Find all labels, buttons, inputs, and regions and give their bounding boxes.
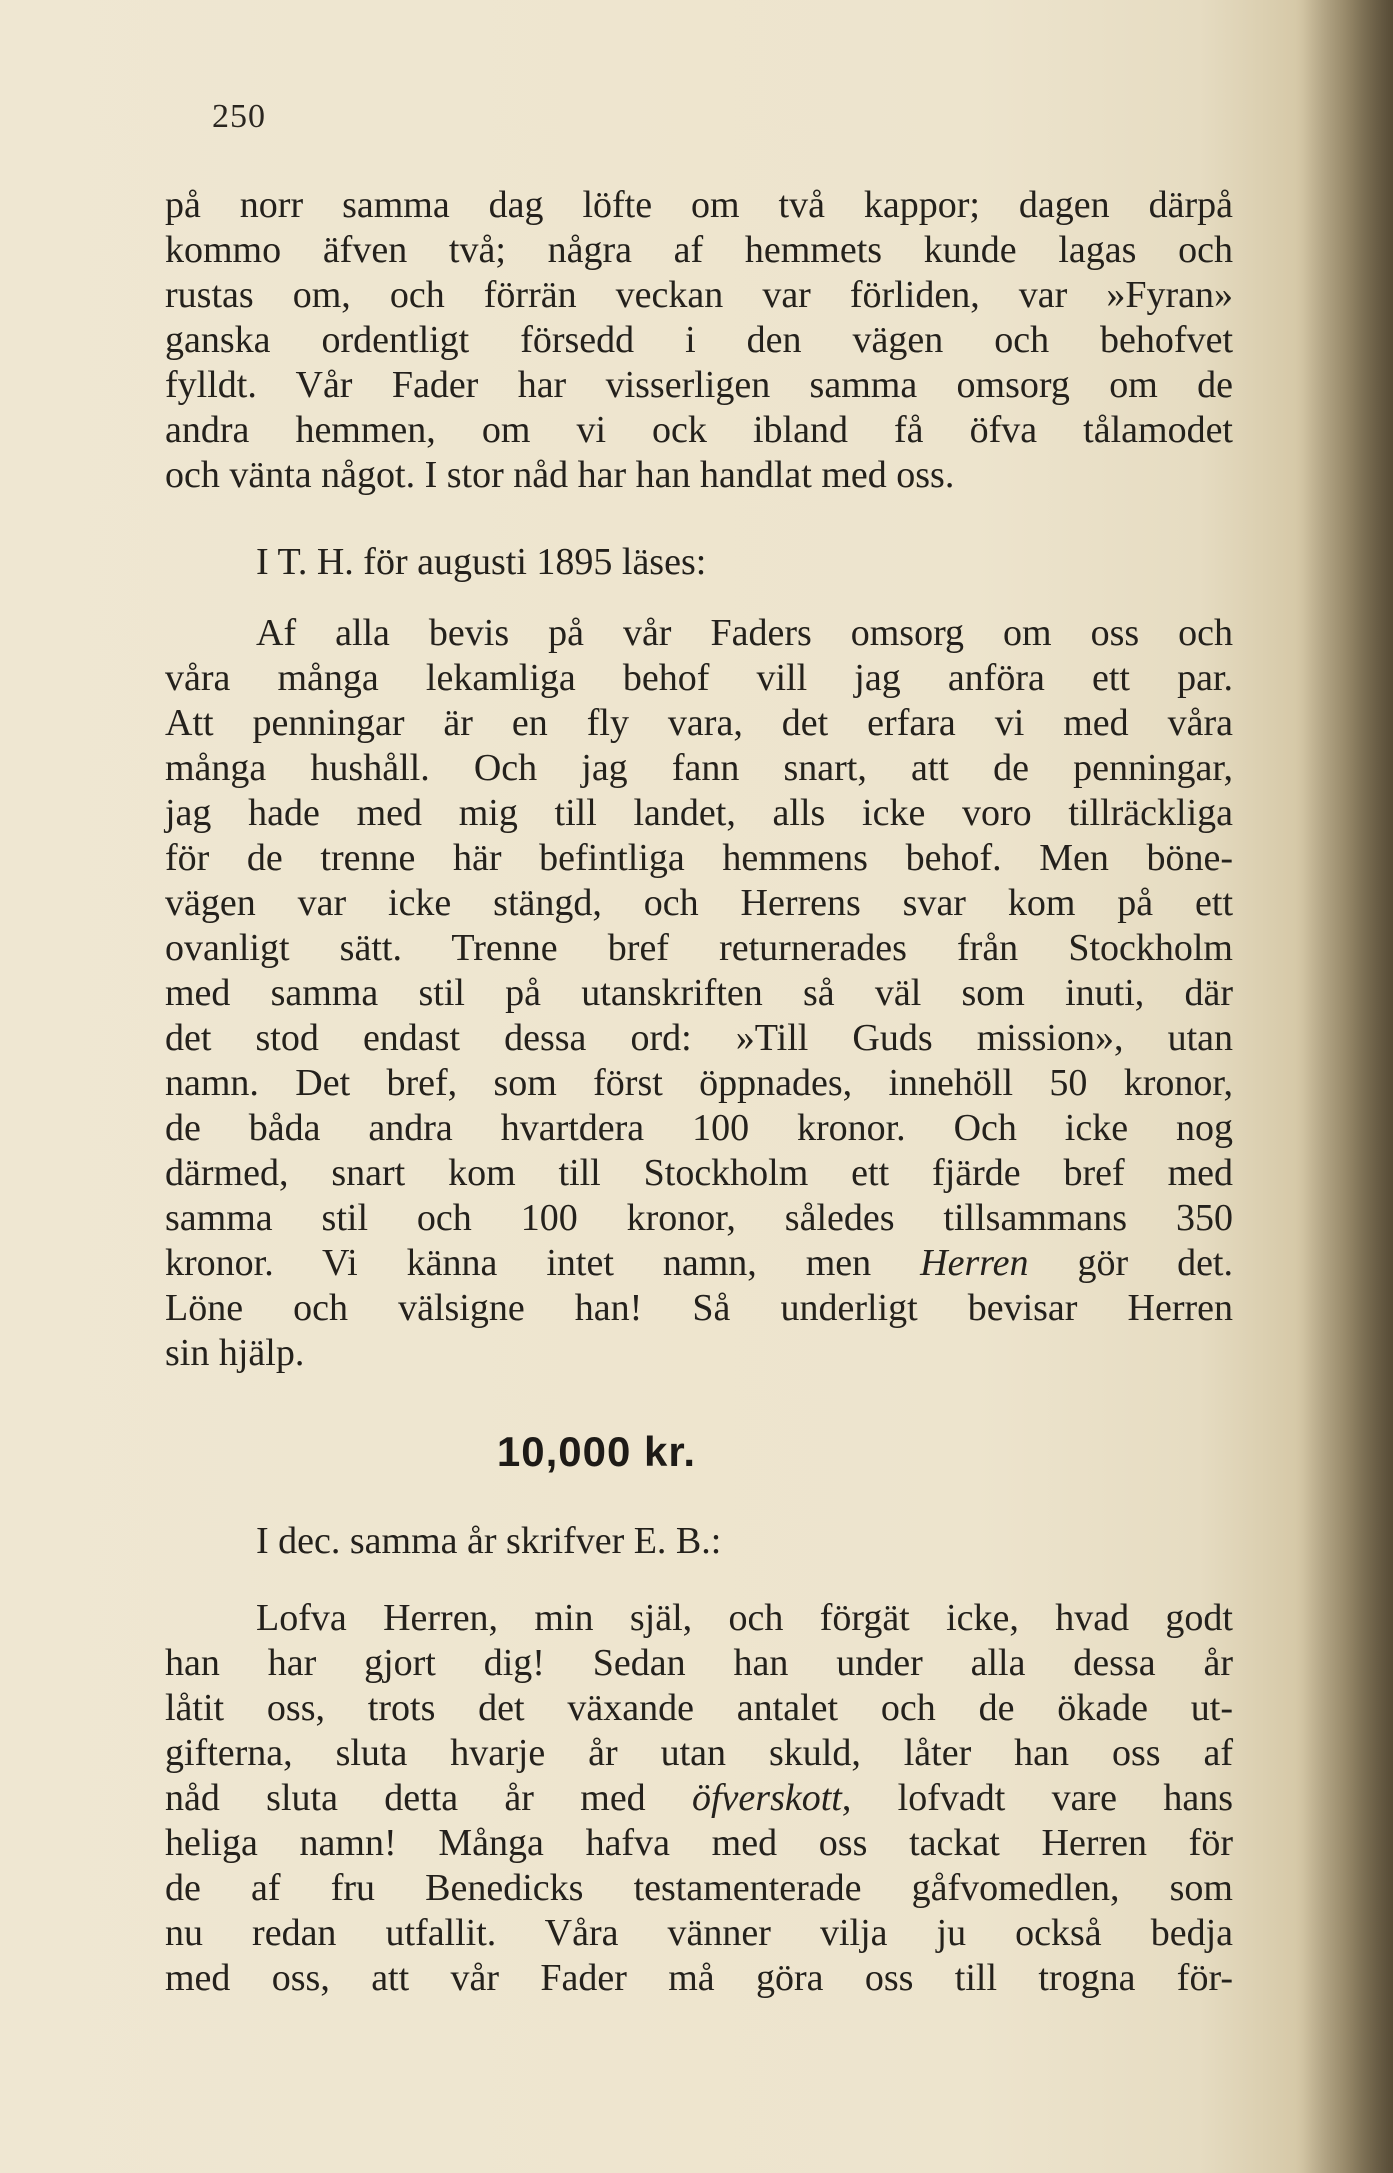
text-segment: nåd sluta detta år med (165, 1777, 692, 1819)
text-line: han har gjort dig! Sedan han under alla dessa år (165, 1642, 1233, 1684)
text-line: Lofva Herren, min själ, och förgät icke, hvad godt (256, 1597, 1233, 1639)
text-line: därmed, snart kom till Stockholm ett fjärde bref med (165, 1152, 1233, 1194)
paragraph-2 (165, 611, 1233, 1376)
section-intro-2: I dec. samma år skrifver E. B.: (256, 1520, 722, 1562)
text-line: många hushåll. Och jag fann snart, att de penningar, (165, 747, 1233, 789)
italic-word: öfverskott (692, 1777, 842, 1819)
text-line: med samma stil på utanskriften så väl som inuti, där (165, 972, 1233, 1014)
paragraph-3 (165, 1596, 1233, 2001)
text-line: Löne och välsigne han! Så underligt bevisar Herren (165, 1287, 1233, 1329)
text-line: ovanligt sätt. Trenne bref returnerades från Stockholm (165, 927, 1233, 969)
text-line: Att penningar är en fly vara, det erfara vi med våra (165, 702, 1233, 744)
text-line: våra många lekamliga behof vill jag anföra ett par. (165, 657, 1233, 699)
text-line: samma stil och 100 kronor, således tillsammans 350 (165, 1197, 1233, 1239)
page-edge-shadow (1303, 0, 1393, 2173)
text-line (165, 1776, 1233, 1821)
text-line: för de trenne här befintliga hemmens behof. Men böne- (165, 837, 1233, 879)
text-line: låtit oss, trots det växande antalet och de ökade ut- (165, 1687, 1233, 1729)
text-line: vägen var icke stängd, och Herrens svar kom på ett (165, 882, 1233, 924)
text-line: gifterna, sluta hvarje år utan skuld, låter han oss af (165, 1732, 1233, 1774)
text-line: rustas om, och förrän veckan var förliden, var »Fyran» (165, 274, 1233, 316)
text-line: namn. Det bref, som först öppnades, innehöll 50 kronor, (165, 1062, 1233, 1104)
text-line: jag hade med mig till landet, alls icke voro tillräckliga (165, 792, 1233, 834)
text-segment: gör det. (1028, 1242, 1233, 1284)
text-segment: kronor. Vi känna intet namn, men (165, 1242, 921, 1284)
text-line: sin hjälp. (165, 1332, 305, 1374)
text-line: på norr samma dag löfte om två kappor; dagen därpå (165, 184, 1233, 226)
text-line: nu redan utfallit. Våra vänner vilja ju också bedja (165, 1912, 1233, 1954)
text-line: ganska ordentligt försedd i den vägen och behofvet (165, 319, 1233, 361)
italic-word: Herren (920, 1242, 1029, 1284)
text-line: de af fru Benedicks testamenterade gåfvomedlen, som (165, 1867, 1233, 1909)
text-line: Af alla bevis på vår Faders omsorg om oss och (256, 612, 1233, 654)
text-line: de båda andra hvartdera 100 kronor. Och icke nog (165, 1107, 1233, 1149)
text-line: andra hemmen, om vi ock ibland få öfva tålamodet (165, 409, 1233, 451)
paragraph-1 (165, 183, 1233, 498)
text-line: och vänta något. I stor nåd har han handlat med oss. (165, 454, 955, 496)
section-intro-1: I T. H. för augusti 1895 läses: (256, 541, 707, 583)
text-line: heliga namn! Många hafva med oss tackat Herren för (165, 1822, 1233, 1864)
section-heading: 10,000 kr. (496, 1428, 697, 1475)
text-line: fylldt. Vår Fader har visserligen samma omsorg om de (165, 364, 1233, 406)
text-line: kommo äfven två; några af hemmets kunde lagas och (165, 229, 1233, 271)
page-number: 250 (212, 98, 266, 135)
text-line: det stod endast dessa ord: »Till Guds mission», utan (165, 1017, 1233, 1059)
text-line (165, 1241, 1233, 1286)
text-line: med oss, att vår Fader må göra oss till trogna för- (165, 1957, 1233, 1999)
text-segment: , lofvadt vare hans (841, 1777, 1233, 1819)
